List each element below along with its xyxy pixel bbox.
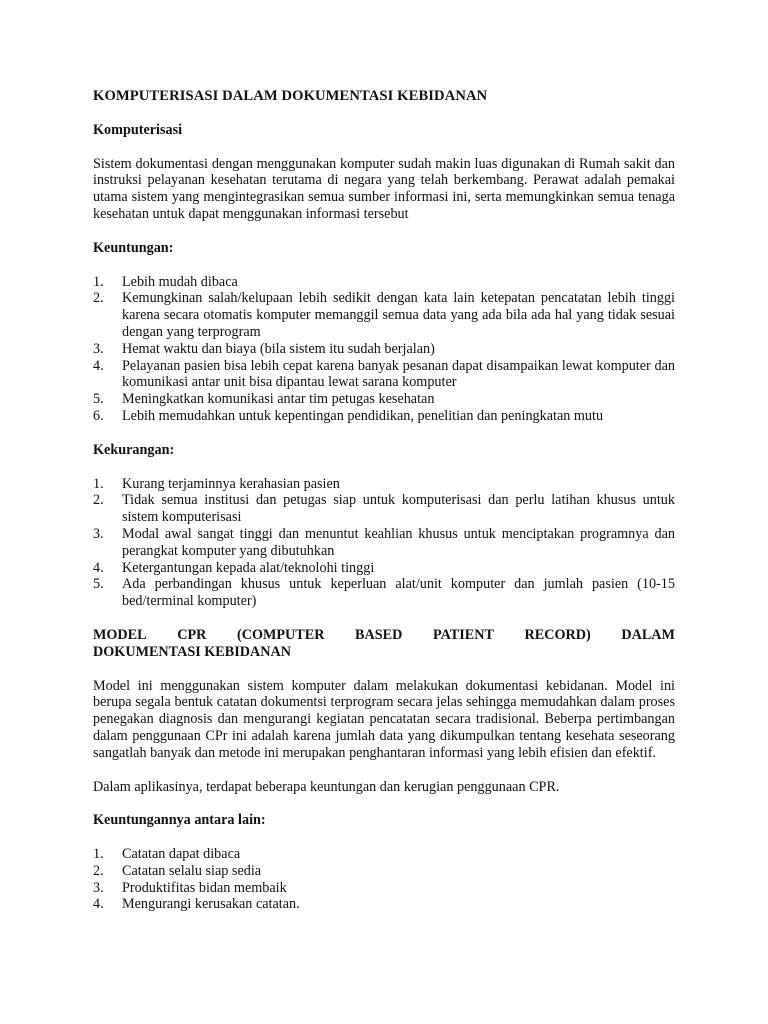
model-cpr-heading (93, 627, 675, 661)
list-item-text: Mengurangi kerusakan catatan. (122, 896, 300, 913)
document-page (93, 88, 675, 930)
list-item-number: 1. (93, 475, 104, 492)
list-item (93, 846, 675, 863)
list-item (93, 863, 675, 880)
section-heading-kekurangan: Kekurangan: (93, 441, 175, 458)
list-item (93, 576, 675, 610)
list-item-text: Catatan selalu siap sedia (122, 862, 262, 879)
list-item-text: Lebih memudahkan untuk kepentingan pendidikan, penelitian dan peningkatan mutu (122, 407, 604, 424)
list-item-number: 1. (93, 846, 104, 863)
kekurangan-list (93, 476, 675, 610)
keuntungan-list (93, 274, 675, 425)
heading-word: MODEL (93, 626, 147, 643)
list-item-text: Tidak semua institusi dan petugas siap untuk komputerisasi dan perlu latihan khusus untuk sistem komputerisasi (122, 492, 675, 526)
list-item-text: Catatan dapat dibaca (122, 846, 241, 863)
heading-word: CPR (177, 626, 207, 643)
list-item-text: Ada perbandingan khusus untuk keperluan alat/unit komputer dan jumlah pasien (10-15 bed/terminal komputer) (122, 576, 675, 610)
heading-word: DALAM (621, 626, 675, 643)
list-item-number: 1. (93, 273, 104, 290)
list-item-number: 6. (93, 407, 104, 424)
list-item (93, 290, 675, 340)
list-item (93, 391, 675, 408)
list-item-number: 3. (93, 879, 104, 896)
list-item (93, 408, 675, 425)
model-cpr-paragraph: Model ini menggunakan sistem komputer dalam melakukan dokumentasi kebidanan. Model ini berupa segala bentuk catatan dokumentsi terprogram secara jelas sehingga memudahkan dalam proses penegakan diagnosis dan mengurangi kegiatan pencatatan secara tradisional. Beberpa pertimbangan dalam penggunaan CPr ini adalah karena jumlah data yang dikumpulkan tentang kesehata seseorang sangatlah banyak dan metode ini merupakan penghantaran informasi yang lebih efisien dan efektif. (93, 677, 675, 761)
list-item-text: Produktifitas bidan membaik (122, 879, 287, 896)
list-item-text: Hemat waktu dan biaya (bila sistem itu sudah berjalan) (122, 340, 435, 357)
heading-word: RECORD) (524, 626, 591, 643)
heading-word: (COMPUTER (236, 626, 325, 643)
list-item (93, 476, 675, 493)
list-item (93, 358, 675, 392)
list-item-text: Pelayanan pasien bisa lebih cepat karena banyak pesanan dapat disampaikan lewat komputer dan komunikasi antar unit bisa dipantau lewat sarana komputer (122, 357, 675, 391)
list-item-text: Kemungkinan salah/kelupaan lebih sedikit dengan kata lain ketepatan pencatatan lebih tinggi karena secara otomatis komputer memanggil semua data yang ada bila ada hal yang tidak sesuai dengan yang terprogram (122, 290, 675, 340)
keuntungannya-list (93, 846, 675, 913)
list-item-number: 3. (93, 340, 104, 357)
aplikasi-paragraph: Dalam aplikasinya, terdapat beberapa keuntungan dan kerugian penggunaan CPR. (93, 778, 560, 795)
list-item-number: 3. (93, 525, 104, 542)
list-item-number: 2. (93, 862, 104, 879)
list-item (93, 560, 675, 577)
list-item-number: 4. (93, 896, 104, 913)
document-title: KOMPUTERISASI DALAM DOKUMENTASI KEBIDANAN (93, 88, 488, 104)
list-item-text: Modal awal sangat tinggi dan menuntut keahlian khusus untuk menciptakan programnya dan perangkat komputer yang dibutuhkan (122, 525, 675, 559)
komputerisasi-paragraph: Sistem dokumentasi dengan menggunakan komputer sudah makin luas digunakan di Rumah sakit dan instruksi pelayanan kesehatan terutama di negara yang telah berkembang. Perawat adalah pemakai utama sistem yang mengintegrasikan semua sumber informasi ini, serta memungkinkan semua tenaga kesehatan untuk dapat menggunakan informasi tersebut (93, 155, 675, 222)
list-item (93, 341, 675, 358)
list-item-number: 2. (93, 290, 104, 307)
section-heading-keuntungannya: Keuntungannya antara lain: (93, 812, 266, 829)
list-item-number: 4. (93, 357, 104, 374)
section-heading-keuntungan: Keuntungan: (93, 239, 174, 256)
list-item-number: 2. (93, 492, 104, 509)
heading-word: BASED (355, 626, 403, 643)
list-item-text: Kurang terjaminnya kerahasian pasien (122, 475, 340, 492)
heading-word: PATIENT (432, 626, 494, 643)
model-cpr-heading-line1 (93, 627, 675, 644)
list-item (93, 526, 675, 560)
list-item-number: 5. (93, 576, 104, 593)
section-heading-komputerisasi: Komputerisasi (93, 121, 183, 138)
list-item-text: Ketergantungan kepada alat/teknolohi tinggi (122, 559, 375, 576)
list-item-text: Meningkatkan komunikasi antar tim petugas kesehatan (122, 391, 435, 408)
list-item (93, 896, 675, 913)
model-cpr-heading-line2: DOKUMENTASI KEBIDANAN (93, 643, 291, 660)
list-item-number: 4. (93, 559, 104, 576)
list-item (93, 492, 675, 526)
list-item (93, 274, 675, 291)
list-item (93, 880, 675, 897)
list-item-text: Lebih mudah dibaca (122, 273, 238, 290)
list-item-number: 5. (93, 391, 104, 408)
